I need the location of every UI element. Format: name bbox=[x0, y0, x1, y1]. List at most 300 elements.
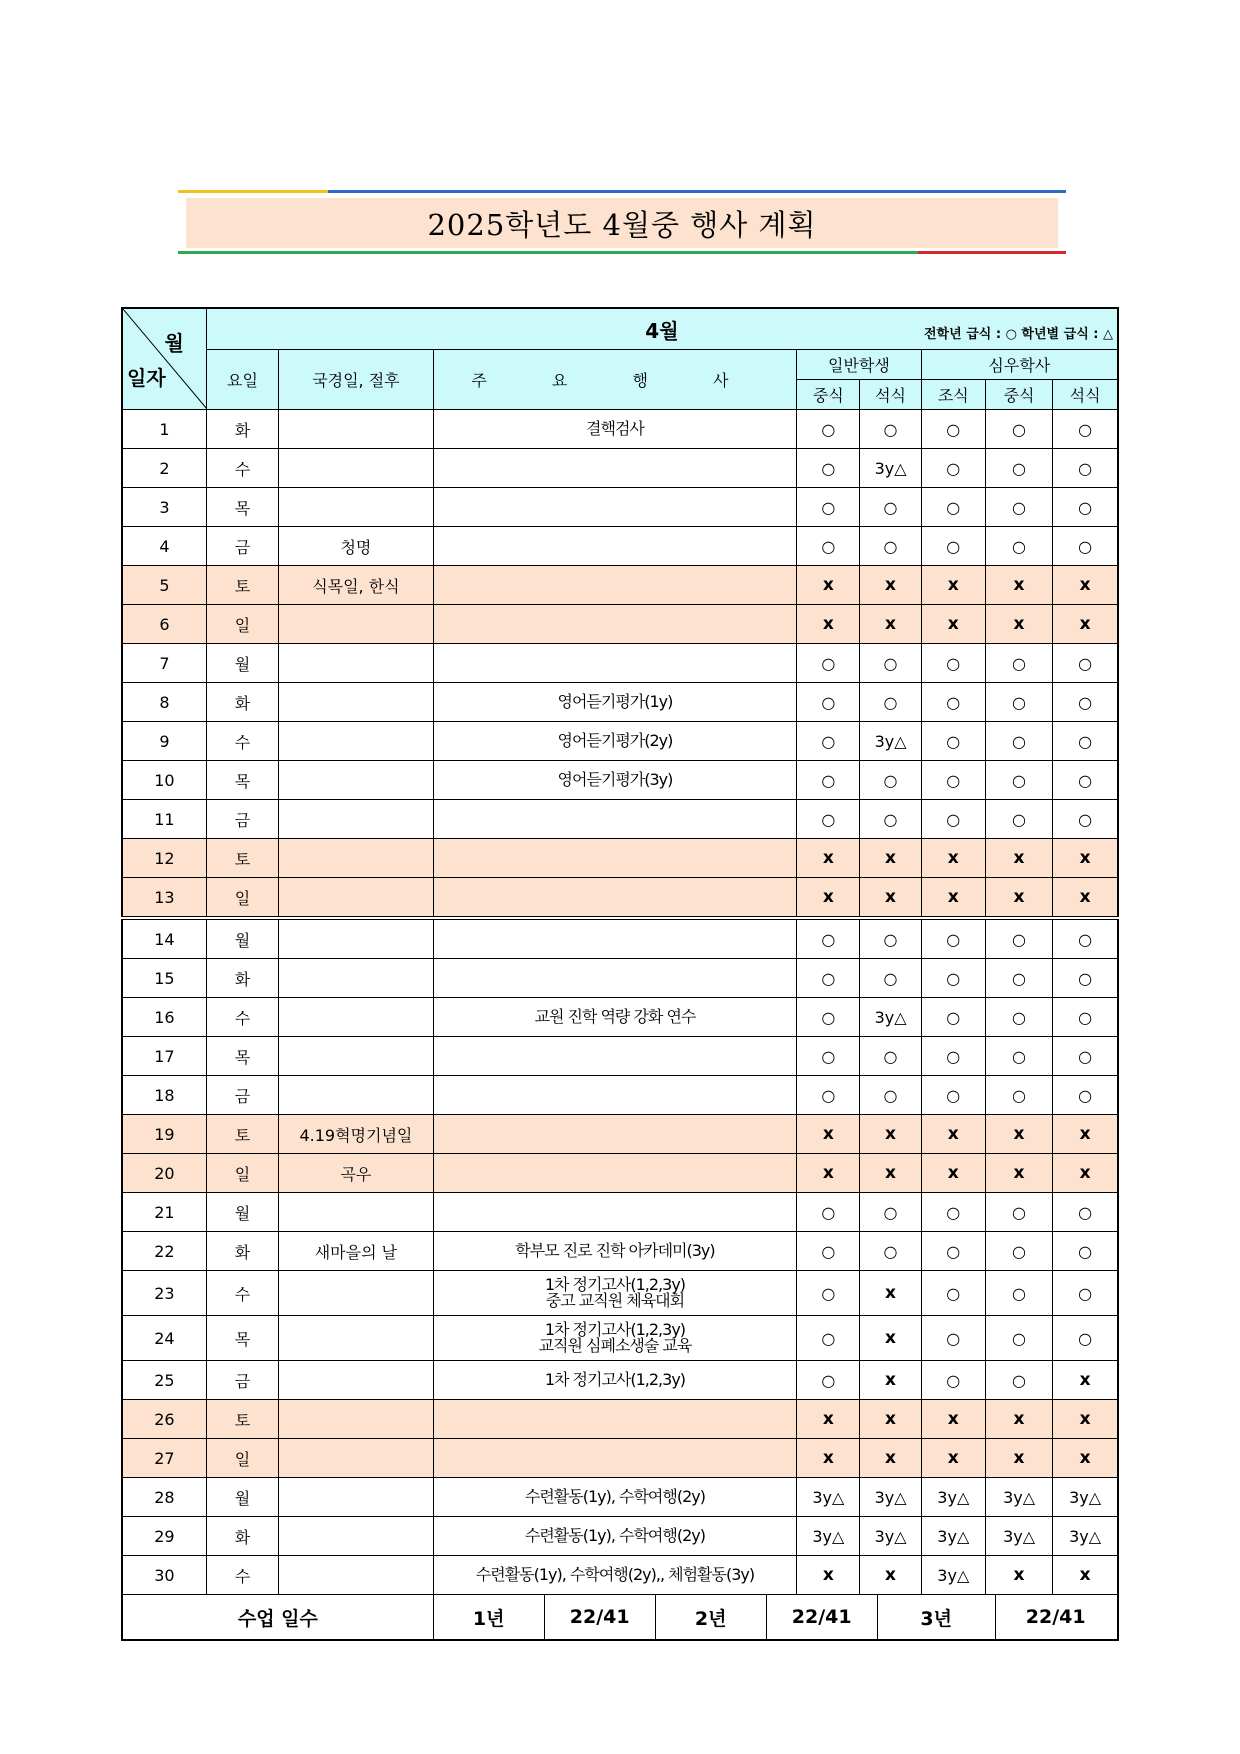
dorm-dinner-cell: ○ bbox=[1053, 761, 1118, 800]
holiday-cell bbox=[279, 839, 434, 878]
holiday-cell bbox=[279, 959, 434, 998]
general-dinner-cell: x bbox=[860, 1271, 921, 1316]
dorm-breakfast-cell: x bbox=[921, 839, 985, 878]
schedule-table bbox=[121, 307, 1119, 1641]
day-cell: 20 bbox=[122, 1154, 206, 1193]
holiday-cell bbox=[279, 1361, 434, 1400]
dorm-lunch-cell: ○ bbox=[985, 959, 1052, 998]
dorm-dinner-cell: ○ bbox=[1053, 1271, 1118, 1316]
group-dorm: 심우학사 bbox=[921, 350, 1118, 380]
table-row bbox=[122, 1478, 1118, 1517]
dorm-lunch-cell: ○ bbox=[985, 683, 1052, 722]
general-lunch-cell: ○ bbox=[797, 1037, 860, 1076]
general-dinner-cell: ○ bbox=[860, 959, 921, 998]
general-lunch-cell: ○ bbox=[797, 410, 860, 449]
table-row bbox=[122, 1154, 1118, 1193]
holiday-cell bbox=[279, 488, 434, 527]
event-cell bbox=[433, 839, 796, 878]
month-label: 4월 bbox=[645, 318, 679, 343]
table-row bbox=[122, 998, 1118, 1037]
holiday-cell bbox=[279, 683, 434, 722]
general-dinner-cell: ○ bbox=[860, 410, 921, 449]
dorm-dinner-cell: ○ bbox=[1053, 449, 1118, 488]
table-row bbox=[122, 488, 1118, 527]
general-lunch-cell: ○ bbox=[797, 1361, 860, 1400]
day-cell: 19 bbox=[122, 1115, 206, 1154]
dorm-lunch-cell: ○ bbox=[985, 527, 1052, 566]
event-cell bbox=[433, 800, 796, 839]
dorm-lunch-cell: ○ bbox=[985, 644, 1052, 683]
general-lunch-cell: x bbox=[797, 839, 860, 878]
event-cell bbox=[433, 1556, 796, 1595]
group-general: 일반학생 bbox=[797, 350, 921, 380]
holiday-cell: 새마을의 날 bbox=[279, 1232, 434, 1271]
table-row bbox=[122, 644, 1118, 683]
event-cell bbox=[433, 1478, 796, 1517]
holiday-cell: 식목일, 한식 bbox=[279, 566, 434, 605]
general-lunch-cell: ○ bbox=[797, 644, 860, 683]
dorm-dinner-cell: x bbox=[1053, 1556, 1118, 1595]
weekday-cell: 화 bbox=[206, 683, 278, 722]
weekday-cell: 월 bbox=[206, 1478, 278, 1517]
general-lunch-cell: ○ bbox=[797, 1076, 860, 1115]
holiday-cell bbox=[279, 1316, 434, 1361]
table-row bbox=[122, 1556, 1118, 1595]
weekday-cell: 수 bbox=[206, 1271, 278, 1316]
dorm-lunch-cell: x bbox=[985, 566, 1052, 605]
day-cell: 17 bbox=[122, 1037, 206, 1076]
event-cell bbox=[433, 527, 796, 566]
weekday-cell: 일 bbox=[206, 1154, 278, 1193]
dorm-dinner-cell: ○ bbox=[1053, 1076, 1118, 1115]
title-box bbox=[186, 198, 1058, 248]
weekday-cell: 토 bbox=[206, 1400, 278, 1439]
day-cell: 15 bbox=[122, 959, 206, 998]
dorm-dinner-cell: ○ bbox=[1053, 959, 1118, 998]
day-cell: 14 bbox=[122, 918, 206, 959]
general-dinner-cell: 3y△ bbox=[860, 998, 921, 1037]
event-cell bbox=[433, 1400, 796, 1439]
event-line: 영어듣기평가(2y) bbox=[557, 731, 673, 750]
table-row bbox=[122, 1361, 1118, 1400]
day-cell: 23 bbox=[122, 1271, 206, 1316]
event-cell bbox=[433, 761, 796, 800]
dorm-breakfast-cell: ○ bbox=[921, 800, 985, 839]
table-row bbox=[122, 918, 1118, 959]
event-line: 교원 진학 역량 강화 연수 bbox=[534, 1007, 696, 1026]
weekday-cell: 화 bbox=[206, 1517, 278, 1556]
col-weekday: 요일 bbox=[206, 350, 278, 410]
dorm-dinner-cell: x bbox=[1053, 1154, 1118, 1193]
general-dinner-cell: ○ bbox=[860, 644, 921, 683]
event-line-2: 중고 교직원 체육대회 bbox=[545, 1291, 685, 1310]
general-lunch-cell: ○ bbox=[797, 918, 860, 959]
dorm-breakfast-cell: ○ bbox=[921, 410, 985, 449]
dorm-breakfast-cell: x bbox=[921, 1439, 985, 1478]
dorm-lunch-cell: ○ bbox=[985, 1193, 1052, 1232]
dorm-breakfast-cell: 3y△ bbox=[921, 1517, 985, 1556]
event-line: 수련활동(1y), 수학여행(2y),, 체험활동(3y) bbox=[475, 1565, 755, 1584]
dorm-breakfast-cell: ○ bbox=[921, 918, 985, 959]
dorm-breakfast-cell: x bbox=[921, 1400, 985, 1439]
day-cell: 25 bbox=[122, 1361, 206, 1400]
table-row bbox=[122, 1037, 1118, 1076]
dorm-dinner-cell: ○ bbox=[1053, 1232, 1118, 1271]
dorm-lunch-cell: x bbox=[985, 1115, 1052, 1154]
dorm-lunch-cell: x bbox=[985, 878, 1052, 919]
dorm-dinner-cell: x bbox=[1053, 839, 1118, 878]
dorm-lunch-cell: ○ bbox=[985, 800, 1052, 839]
event-line: 학부모 진로 진학 아카데미(3y) bbox=[515, 1241, 715, 1260]
general-lunch-cell: ○ bbox=[797, 1271, 860, 1316]
general-lunch-cell: ○ bbox=[797, 527, 860, 566]
dorm-breakfast-cell: ○ bbox=[921, 1232, 985, 1271]
table-row bbox=[122, 761, 1118, 800]
table-row bbox=[122, 410, 1118, 449]
day-cell: 11 bbox=[122, 800, 206, 839]
general-lunch-cell: ○ bbox=[797, 683, 860, 722]
table-row bbox=[122, 527, 1118, 566]
table-row bbox=[122, 1232, 1118, 1271]
event-cell bbox=[433, 1076, 796, 1115]
general-dinner-cell: x bbox=[860, 605, 921, 644]
weekday-cell: 월 bbox=[206, 644, 278, 683]
event-cell bbox=[433, 1037, 796, 1076]
holiday-cell: 곡우 bbox=[279, 1154, 434, 1193]
holiday-cell bbox=[279, 1076, 434, 1115]
holiday-cell bbox=[279, 761, 434, 800]
holiday-cell bbox=[279, 918, 434, 959]
dorm-dinner-cell: ○ bbox=[1053, 683, 1118, 722]
dorm-dinner-cell: ○ bbox=[1053, 527, 1118, 566]
dorm-lunch-cell: x bbox=[985, 605, 1052, 644]
dorm-lunch-cell: x bbox=[985, 839, 1052, 878]
general-lunch-cell: ○ bbox=[797, 998, 860, 1037]
general-lunch-cell: ○ bbox=[797, 722, 860, 761]
event-cell bbox=[433, 959, 796, 998]
table-row bbox=[122, 1076, 1118, 1115]
holiday-cell bbox=[279, 1517, 434, 1556]
event-cell bbox=[433, 644, 796, 683]
dorm-lunch-cell: x bbox=[985, 1439, 1052, 1478]
page-title: 2025학년도 4월중 행사 계획 bbox=[427, 207, 817, 242]
dorm-breakfast-cell: ○ bbox=[921, 1193, 985, 1232]
corner-header bbox=[122, 308, 206, 410]
holiday-cell bbox=[279, 878, 434, 919]
day-cell: 10 bbox=[122, 761, 206, 800]
general-dinner-cell: ○ bbox=[860, 918, 921, 959]
general-lunch-cell: ○ bbox=[797, 761, 860, 800]
general-dinner-cell: x bbox=[860, 1316, 921, 1361]
general-lunch-cell: ○ bbox=[797, 449, 860, 488]
table-row bbox=[122, 1271, 1118, 1316]
col-dorm-dinner: 석식 bbox=[1053, 380, 1118, 410]
grade2-days: 22/41 bbox=[767, 1595, 878, 1639]
general-dinner-cell: ○ bbox=[860, 527, 921, 566]
corner-diagonal bbox=[123, 309, 206, 409]
event-line: 결핵검사 bbox=[586, 419, 644, 438]
weekday-cell: 토 bbox=[206, 566, 278, 605]
general-dinner-cell: ○ bbox=[860, 488, 921, 527]
dorm-dinner-cell: 3y△ bbox=[1053, 1478, 1118, 1517]
holiday-cell bbox=[279, 644, 434, 683]
holiday-cell bbox=[279, 1478, 434, 1517]
general-lunch-cell: x bbox=[797, 1400, 860, 1439]
general-lunch-cell: x bbox=[797, 878, 860, 919]
day-cell: 2 bbox=[122, 449, 206, 488]
col-holiday: 국경일, 절후 bbox=[279, 350, 434, 410]
event-cell bbox=[433, 449, 796, 488]
title-banner bbox=[178, 190, 1066, 256]
table-row bbox=[122, 1115, 1118, 1154]
dorm-lunch-cell: ○ bbox=[985, 1271, 1052, 1316]
day-cell: 30 bbox=[122, 1556, 206, 1595]
footer-label: 수업 일수 bbox=[122, 1595, 433, 1641]
weekday-cell: 일 bbox=[206, 878, 278, 919]
general-dinner-cell: 3y△ bbox=[860, 1478, 921, 1517]
dorm-breakfast-cell: ○ bbox=[921, 761, 985, 800]
general-dinner-cell: x bbox=[860, 1361, 921, 1400]
general-lunch-cell: x bbox=[797, 605, 860, 644]
event-cell bbox=[433, 1517, 796, 1556]
dorm-lunch-cell: x bbox=[985, 1556, 1052, 1595]
general-dinner-cell: x bbox=[860, 878, 921, 919]
event-cell bbox=[433, 1316, 796, 1361]
meal-legend: 전학년 급식 : ○ 학년별 급식 : △ bbox=[924, 327, 1113, 342]
weekday-cell: 금 bbox=[206, 527, 278, 566]
event-line: 수련활동(1y), 수학여행(2y) bbox=[524, 1526, 705, 1545]
general-lunch-cell: x bbox=[797, 1115, 860, 1154]
day-cell: 24 bbox=[122, 1316, 206, 1361]
event-cell bbox=[433, 722, 796, 761]
dorm-lunch-cell: ○ bbox=[985, 488, 1052, 527]
holiday-cell bbox=[279, 1556, 434, 1595]
dorm-lunch-cell: ○ bbox=[985, 410, 1052, 449]
dorm-lunch-cell: ○ bbox=[985, 918, 1052, 959]
general-dinner-cell: ○ bbox=[860, 1193, 921, 1232]
table-row bbox=[122, 959, 1118, 998]
event-cell bbox=[433, 1115, 796, 1154]
dorm-breakfast-cell: ○ bbox=[921, 527, 985, 566]
dorm-lunch-cell: ○ bbox=[985, 449, 1052, 488]
day-cell: 22 bbox=[122, 1232, 206, 1271]
dorm-dinner-cell: x bbox=[1053, 1361, 1118, 1400]
general-dinner-cell: 3y△ bbox=[860, 722, 921, 761]
dorm-lunch-cell: ○ bbox=[985, 1076, 1052, 1115]
dorm-dinner-cell: ○ bbox=[1053, 1037, 1118, 1076]
holiday-cell bbox=[279, 1037, 434, 1076]
holiday-cell bbox=[279, 1271, 434, 1316]
dorm-lunch-cell: ○ bbox=[985, 1316, 1052, 1361]
event-line: 1차 정기고사(1,2,3y) bbox=[544, 1370, 686, 1389]
event-cell bbox=[433, 1232, 796, 1271]
general-lunch-cell: 3y△ bbox=[797, 1517, 860, 1556]
general-dinner-cell: x bbox=[860, 1154, 921, 1193]
general-dinner-cell: x bbox=[860, 1115, 921, 1154]
dorm-dinner-cell: ○ bbox=[1053, 1193, 1118, 1232]
dorm-breakfast-cell: ○ bbox=[921, 644, 985, 683]
day-cell: 6 bbox=[122, 605, 206, 644]
col-dorm-breakfast: 조식 bbox=[921, 380, 985, 410]
general-dinner-cell: x bbox=[860, 566, 921, 605]
table-row bbox=[122, 566, 1118, 605]
table-row bbox=[122, 1193, 1118, 1232]
weekday-cell: 토 bbox=[206, 839, 278, 878]
grade3-label: 3년 bbox=[878, 1595, 996, 1639]
day-cell: 26 bbox=[122, 1400, 206, 1439]
dorm-breakfast-cell: ○ bbox=[921, 1076, 985, 1115]
footer-summary bbox=[433, 1595, 1118, 1641]
dorm-breakfast-cell: ○ bbox=[921, 488, 985, 527]
col-dorm-lunch: 중식 bbox=[985, 380, 1052, 410]
weekday-cell: 금 bbox=[206, 1361, 278, 1400]
event-cell bbox=[433, 918, 796, 959]
grade3-days: 22/41 bbox=[1025, 1606, 1086, 1628]
weekday-cell: 일 bbox=[206, 1439, 278, 1478]
dorm-breakfast-cell: ○ bbox=[921, 1271, 985, 1316]
event-cell bbox=[433, 605, 796, 644]
dorm-dinner-cell: ○ bbox=[1053, 800, 1118, 839]
holiday-cell bbox=[279, 449, 434, 488]
event-cell bbox=[433, 1154, 796, 1193]
event-cell bbox=[433, 878, 796, 919]
col-general-lunch: 중식 bbox=[797, 380, 860, 410]
general-dinner-cell: x bbox=[860, 1400, 921, 1439]
table-row bbox=[122, 1439, 1118, 1478]
dorm-lunch-cell: 3y△ bbox=[985, 1517, 1052, 1556]
dorm-lunch-cell: x bbox=[985, 1400, 1052, 1439]
col-general-dinner: 석식 bbox=[860, 380, 921, 410]
holiday-cell bbox=[279, 1439, 434, 1478]
weekday-cell: 월 bbox=[206, 1193, 278, 1232]
general-lunch-cell: x bbox=[797, 566, 860, 605]
weekday-cell: 화 bbox=[206, 1232, 278, 1271]
general-dinner-cell: x bbox=[860, 1439, 921, 1478]
table-row bbox=[122, 449, 1118, 488]
day-cell: 29 bbox=[122, 1517, 206, 1556]
weekday-cell: 수 bbox=[206, 722, 278, 761]
general-dinner-cell: ○ bbox=[860, 761, 921, 800]
table-row bbox=[122, 1316, 1118, 1361]
title-top-rule bbox=[178, 190, 1066, 193]
dorm-dinner-cell: ○ bbox=[1053, 488, 1118, 527]
title-bottom-rule bbox=[178, 251, 1066, 254]
dorm-breakfast-cell: 3y△ bbox=[921, 1478, 985, 1517]
grade2-label: 2년 bbox=[656, 1595, 767, 1639]
general-dinner-cell: ○ bbox=[860, 1076, 921, 1115]
event-cell bbox=[433, 410, 796, 449]
table-row bbox=[122, 1400, 1118, 1439]
dorm-breakfast-cell: 3y△ bbox=[921, 1556, 985, 1595]
event-cell bbox=[433, 566, 796, 605]
dorm-lunch-cell: ○ bbox=[985, 1232, 1052, 1271]
table-row bbox=[122, 800, 1118, 839]
dorm-lunch-cell: ○ bbox=[985, 1037, 1052, 1076]
dorm-breakfast-cell: ○ bbox=[921, 998, 985, 1037]
general-dinner-cell: ○ bbox=[860, 800, 921, 839]
dorm-breakfast-cell: ○ bbox=[921, 1037, 985, 1076]
dorm-breakfast-cell: x bbox=[921, 878, 985, 919]
general-lunch-cell: ○ bbox=[797, 800, 860, 839]
event-line: 1차 정기고사(1,2,3y) bbox=[544, 1320, 686, 1339]
dorm-breakfast-cell: ○ bbox=[921, 722, 985, 761]
day-cell: 9 bbox=[122, 722, 206, 761]
general-dinner-cell: ○ bbox=[860, 683, 921, 722]
day-cell: 8 bbox=[122, 683, 206, 722]
holiday-cell bbox=[279, 800, 434, 839]
dorm-dinner-cell: x bbox=[1053, 1439, 1118, 1478]
general-dinner-cell: ○ bbox=[860, 1037, 921, 1076]
weekday-cell: 토 bbox=[206, 1115, 278, 1154]
day-cell: 27 bbox=[122, 1439, 206, 1478]
general-lunch-cell: x bbox=[797, 1556, 860, 1595]
holiday-cell bbox=[279, 998, 434, 1037]
dorm-dinner-cell: ○ bbox=[1053, 410, 1118, 449]
holiday-cell bbox=[279, 410, 434, 449]
general-lunch-cell: x bbox=[797, 1154, 860, 1193]
general-dinner-cell: ○ bbox=[860, 1232, 921, 1271]
weekday-cell: 목 bbox=[206, 761, 278, 800]
event-line: 영어듣기평가(1y) bbox=[557, 692, 673, 711]
day-cell: 12 bbox=[122, 839, 206, 878]
dorm-dinner-cell: x bbox=[1053, 605, 1118, 644]
general-lunch-cell: 3y△ bbox=[797, 1478, 860, 1517]
corner-month-label: 월 bbox=[164, 331, 184, 355]
day-cell: 28 bbox=[122, 1478, 206, 1517]
event-line: 1차 정기고사(1,2,3y) bbox=[544, 1275, 686, 1294]
weekday-cell: 금 bbox=[206, 1076, 278, 1115]
day-cell: 13 bbox=[122, 878, 206, 919]
dorm-dinner-cell: x bbox=[1053, 566, 1118, 605]
dorm-dinner-cell: ○ bbox=[1053, 722, 1118, 761]
dorm-breakfast-cell: ○ bbox=[921, 683, 985, 722]
dorm-dinner-cell: x bbox=[1053, 1400, 1118, 1439]
dorm-dinner-cell: x bbox=[1053, 878, 1118, 919]
table-row bbox=[122, 1517, 1118, 1556]
dorm-breakfast-cell: ○ bbox=[921, 449, 985, 488]
table-row bbox=[122, 605, 1118, 644]
general-lunch-cell: ○ bbox=[797, 1232, 860, 1271]
day-cell: 7 bbox=[122, 644, 206, 683]
day-cell: 4 bbox=[122, 527, 206, 566]
day-cell: 3 bbox=[122, 488, 206, 527]
table-row bbox=[122, 722, 1118, 761]
general-dinner-cell: 3y△ bbox=[860, 449, 921, 488]
dorm-lunch-cell: ○ bbox=[985, 761, 1052, 800]
dorm-lunch-cell: 3y△ bbox=[985, 1478, 1052, 1517]
general-dinner-cell: x bbox=[860, 1556, 921, 1595]
dorm-dinner-cell: ○ bbox=[1053, 644, 1118, 683]
holiday-cell bbox=[279, 605, 434, 644]
dorm-breakfast-cell: ○ bbox=[921, 1361, 985, 1400]
general-lunch-cell: ○ bbox=[797, 959, 860, 998]
event-cell bbox=[433, 488, 796, 527]
dorm-lunch-cell: ○ bbox=[985, 722, 1052, 761]
general-dinner-cell: x bbox=[860, 839, 921, 878]
day-cell: 5 bbox=[122, 566, 206, 605]
general-lunch-cell: x bbox=[797, 1439, 860, 1478]
dorm-dinner-cell: ○ bbox=[1053, 1316, 1118, 1361]
weekday-cell: 화 bbox=[206, 959, 278, 998]
dorm-breakfast-cell: x bbox=[921, 1115, 985, 1154]
holiday-cell bbox=[279, 1400, 434, 1439]
grade1-label: 1년 bbox=[434, 1595, 545, 1639]
event-cell bbox=[433, 683, 796, 722]
grade1-days: 22/41 bbox=[545, 1595, 656, 1639]
table-row bbox=[122, 683, 1118, 722]
weekday-cell: 수 bbox=[206, 998, 278, 1037]
weekday-cell: 금 bbox=[206, 800, 278, 839]
